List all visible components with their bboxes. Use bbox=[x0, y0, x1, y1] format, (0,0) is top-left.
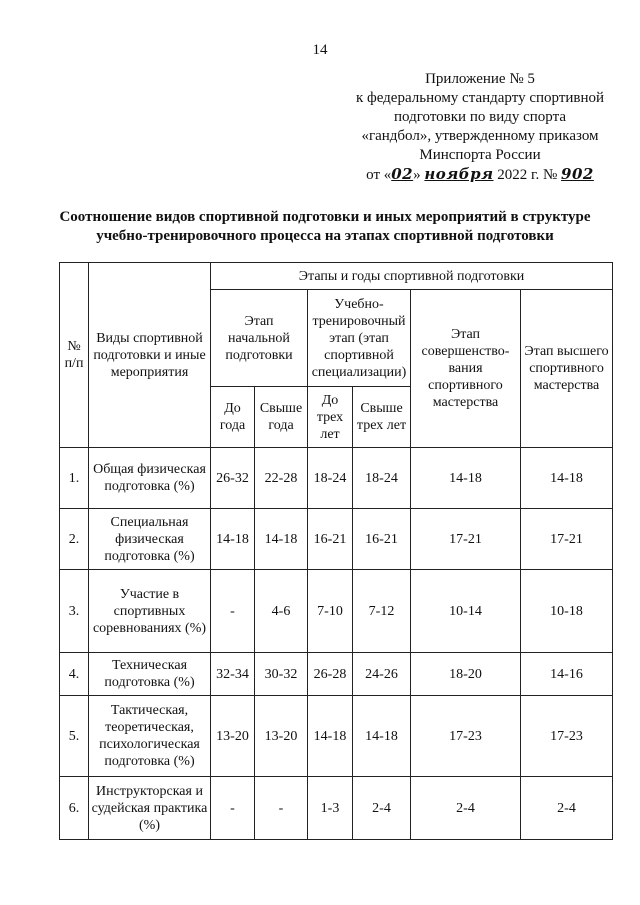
cell-value: 14-16 bbox=[521, 653, 613, 696]
cell-value: - bbox=[211, 570, 255, 653]
cell-value: 2-4 bbox=[411, 777, 521, 840]
order-date-line bbox=[330, 165, 630, 185]
table-row bbox=[60, 777, 613, 840]
cell-value: 17-23 bbox=[521, 696, 613, 777]
header-row bbox=[60, 263, 613, 290]
cell-value: 14-18 bbox=[411, 448, 521, 509]
cell-value: 17-21 bbox=[411, 509, 521, 570]
row-num: 5. bbox=[60, 696, 89, 777]
row-kind: Участие в спортивных соревнованиях (%) bbox=[89, 570, 211, 653]
cell-value: 18-24 bbox=[353, 448, 411, 509]
header-stages: Этапы и годы спортивной подготовки bbox=[211, 263, 613, 290]
row-num: 4. bbox=[60, 653, 89, 696]
cell-value: 24-26 bbox=[353, 653, 411, 696]
date-prefix: от « bbox=[366, 167, 392, 183]
header-kinds: Виды спортивной подготовки и иные мероприятия bbox=[89, 263, 211, 448]
cell-value: 2-4 bbox=[353, 777, 411, 840]
document-title bbox=[40, 208, 610, 246]
handwritten-order-number: 902 bbox=[561, 165, 594, 183]
row-kind: Инструкторская и судейская практика (%) bbox=[89, 777, 211, 840]
row-num: 1. bbox=[60, 448, 89, 509]
title-line: Соотношение видов спортивной подготовки и иных мероприятий в структуре bbox=[59, 209, 591, 225]
appendix-block bbox=[330, 70, 630, 185]
handwritten-month: ноября bbox=[424, 165, 494, 183]
header-up-to-year: До года bbox=[211, 387, 255, 448]
cell-value: - bbox=[211, 777, 255, 840]
cell-value: 14-18 bbox=[353, 696, 411, 777]
date-mid: » bbox=[413, 167, 421, 183]
row-kind: Техническая подготовка (%) bbox=[89, 653, 211, 696]
header-improvement-stage: Этап совершенство-вания спортивного мастерства bbox=[411, 290, 521, 448]
appendix-line: «гандбол», утвержденному приказом bbox=[361, 128, 599, 144]
cell-value: 18-24 bbox=[308, 448, 353, 509]
appendix-line: подготовки по виду спорта bbox=[394, 109, 566, 125]
cell-value: 14-18 bbox=[211, 509, 255, 570]
header-over-three: Свыше трех лет bbox=[353, 387, 411, 448]
cell-value: 13-20 bbox=[255, 696, 308, 777]
cell-value: 14-18 bbox=[308, 696, 353, 777]
cell-value: 18-20 bbox=[411, 653, 521, 696]
header-over-year: Свыше года bbox=[255, 387, 308, 448]
header-highest-stage: Этап высшего спортивного мастерства bbox=[521, 290, 613, 448]
cell-value: 14-18 bbox=[521, 448, 613, 509]
row-num: 2. bbox=[60, 509, 89, 570]
cell-value: 32-34 bbox=[211, 653, 255, 696]
cell-value: 17-21 bbox=[521, 509, 613, 570]
cell-value: 30-32 bbox=[255, 653, 308, 696]
table-row bbox=[60, 448, 613, 509]
table-row bbox=[60, 696, 613, 777]
cell-value: 10-14 bbox=[411, 570, 521, 653]
cell-value: - bbox=[255, 777, 308, 840]
row-kind: Общая физическая подготовка (%) bbox=[89, 448, 211, 509]
header-initial-stage: Этап начальной подготовки bbox=[211, 290, 308, 387]
cell-value: 26-32 bbox=[211, 448, 255, 509]
date-year: 2022 г. № bbox=[497, 167, 558, 183]
appendix-line: Приложение № 5 bbox=[425, 71, 535, 87]
handwritten-day: 02 bbox=[391, 165, 414, 183]
cell-value: 2-4 bbox=[521, 777, 613, 840]
cell-value: 17-23 bbox=[411, 696, 521, 777]
cell-value: 4-6 bbox=[255, 570, 308, 653]
row-kind: Специальная физическая подготовка (%) bbox=[89, 509, 211, 570]
header-up-to-three: До трех лет bbox=[308, 387, 353, 448]
training-ratio-table bbox=[59, 262, 613, 840]
row-num: 6. bbox=[60, 777, 89, 840]
cell-value: 10-18 bbox=[521, 570, 613, 653]
cell-value: 16-21 bbox=[353, 509, 411, 570]
cell-value: 22-28 bbox=[255, 448, 308, 509]
cell-value: 7-12 bbox=[353, 570, 411, 653]
table-row bbox=[60, 653, 613, 696]
cell-value: 13-20 bbox=[211, 696, 255, 777]
cell-value: 1-3 bbox=[308, 777, 353, 840]
appendix-line: Минспорта России bbox=[419, 147, 541, 163]
page-number: 14 bbox=[312, 42, 328, 58]
table-row bbox=[60, 509, 613, 570]
table-row bbox=[60, 570, 613, 653]
row-num: 3. bbox=[60, 570, 89, 653]
row-kind: Тактическая, теоретическая, психологическая подготовка (%) bbox=[89, 696, 211, 777]
title-line: учебно-тренировочного процесса на этапах спортивной подготовки bbox=[96, 228, 554, 244]
header-num: № п/п bbox=[60, 263, 89, 448]
appendix-line: к федеральному стандарту спортивной bbox=[355, 90, 605, 106]
header-training-stage: Учебно-тренировочный этап (этап спортивной специализации) bbox=[308, 290, 411, 387]
cell-value: 14-18 bbox=[255, 509, 308, 570]
cell-value: 26-28 bbox=[308, 653, 353, 696]
cell-value: 7-10 bbox=[308, 570, 353, 653]
cell-value: 16-21 bbox=[308, 509, 353, 570]
